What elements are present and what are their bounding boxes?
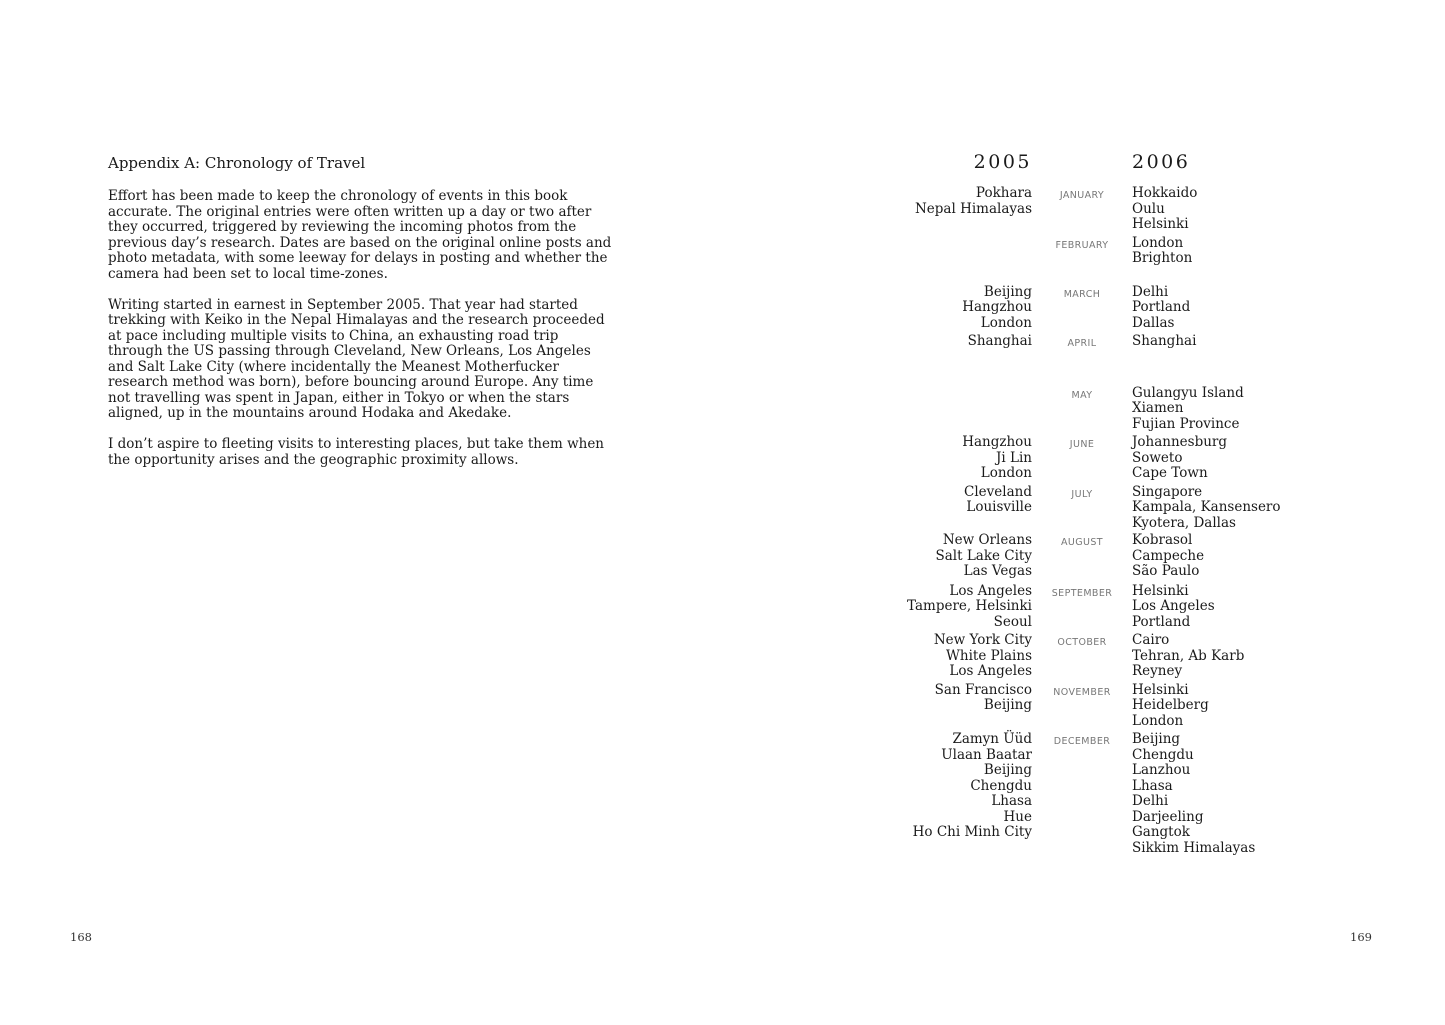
month-label: APRIL (1067, 338, 1097, 349)
places-2005 (860, 584, 1032, 631)
place-2006: Reyney (1132, 663, 1183, 679)
place-2005: Ulaan Baatar (941, 746, 1032, 763)
place-2005: Lhasa (991, 793, 1032, 809)
places-2005 (860, 186, 1032, 233)
place-2006: Singapore (1132, 483, 1203, 500)
places-2005 (860, 633, 1032, 680)
place-2006: Xiamen (1132, 400, 1184, 416)
year-2005-heading: 2005 (973, 151, 1032, 173)
place-2005: Ji Lin (996, 449, 1032, 466)
place-2006: Gulangyu Island (1132, 384, 1244, 401)
year-2006-heading: 2006 (1132, 151, 1191, 173)
chronology-table (860, 150, 1300, 856)
place-2005: Hue (1003, 808, 1032, 825)
place-2005: White Plains (946, 647, 1032, 664)
month-label: NOVEMBER (1053, 686, 1111, 698)
places-2005 (860, 386, 1032, 433)
place-2006: Darjeeling (1132, 808, 1204, 825)
place-2006: Los Angeles (1132, 598, 1215, 614)
place-2006: Kampala, Kansensero (1132, 499, 1281, 515)
places-2006 (1132, 236, 1300, 267)
place-2006: Fujian Province (1132, 415, 1240, 432)
place-2005: Los Angeles (949, 582, 1032, 599)
places-2006 (1132, 683, 1300, 730)
month-row-august (860, 533, 1300, 580)
place-2006: Delhi (1132, 793, 1169, 809)
places-2006 (1132, 334, 1300, 352)
month-row-september (860, 584, 1300, 631)
place-2006: Shanghai (1132, 333, 1197, 349)
month-row-december (860, 732, 1300, 856)
place-2006: Johannesburg (1132, 434, 1228, 450)
place-2005: London (980, 465, 1032, 481)
place-2006: London (1132, 234, 1184, 251)
month-label: JUNE (1069, 439, 1095, 450)
places-2005 (860, 533, 1032, 580)
place-2005: New Orleans (942, 532, 1032, 548)
place-2006: Oulu (1132, 200, 1165, 217)
place-2005: Hangzhou (962, 434, 1032, 450)
place-2006: Kobrasol (1132, 532, 1193, 548)
places-2006 (1132, 584, 1300, 631)
place-2006: Helsinki (1132, 216, 1189, 232)
places-2005 (860, 485, 1032, 532)
month-label: JANUARY (1059, 190, 1105, 201)
place-2005: Los Angeles (949, 663, 1032, 679)
place-2005: Nepal Himalayas (914, 200, 1032, 217)
place-2006: Beijing (1132, 731, 1181, 747)
places-2005 (860, 334, 1032, 352)
place-2005: Shanghai (967, 333, 1032, 349)
place-2006: Cape Town (1132, 465, 1208, 481)
place-2006: Portland (1132, 299, 1191, 315)
month-label: OCTOBER (1057, 637, 1107, 648)
month-row-january (860, 186, 1300, 233)
month-row-june (860, 435, 1300, 482)
place-2006: Delhi (1132, 283, 1169, 300)
month-label: MAY (1071, 389, 1093, 401)
month-label: FEBRUARY (1055, 239, 1109, 251)
place-2005: Cleveland (964, 483, 1032, 500)
places-2006 (1132, 186, 1300, 233)
place-2005: Beijing (983, 762, 1032, 778)
place-2005: Beijing (983, 283, 1032, 300)
page-number-left: 168 (70, 930, 92, 944)
month-row-may (860, 386, 1300, 433)
month-row-july (860, 485, 1300, 532)
places-2005 (860, 435, 1032, 482)
place-2006: Brighton (1132, 250, 1193, 266)
place-2006: Tehran, Ab Karb (1132, 647, 1245, 664)
place-2005: Beijing (983, 697, 1032, 713)
place-2005: Hangzhou (962, 299, 1032, 315)
month-label: SEPTEMBER (1051, 587, 1113, 599)
place-2006: Soweto (1132, 449, 1183, 466)
place-2006: Cairo (1132, 632, 1170, 648)
places-2006 (1132, 386, 1300, 433)
place-2006: Gangtok (1132, 824, 1190, 840)
month-row-february (860, 236, 1300, 267)
place-2006: London (1132, 712, 1184, 729)
place-2006: Helsinki (1132, 681, 1189, 698)
places-2005 (860, 732, 1032, 856)
page-number-right: 169 (1350, 930, 1372, 944)
month-label: JULY (1071, 488, 1093, 500)
place-2006: São Paulo (1132, 563, 1200, 579)
place-2006: Hokkaido (1132, 185, 1198, 201)
place-2005: Louisville (966, 499, 1032, 515)
month-row-march (860, 285, 1300, 332)
place-2005: Ho Chi Minh City (912, 824, 1032, 840)
places-2006 (1132, 435, 1300, 482)
place-2006: Dallas (1132, 314, 1175, 331)
month-label: MARCH (1063, 288, 1101, 300)
place-2005: Salt Lake City (935, 547, 1032, 564)
places-2005 (860, 683, 1032, 730)
place-2005: London (980, 314, 1032, 331)
place-2005: Tampere, Helsinki (907, 598, 1032, 614)
places-2006 (1132, 633, 1300, 680)
place-2005: San Francisco (934, 681, 1032, 698)
month-rows (860, 186, 1300, 856)
intro-paragraph-3: I don’t aspire to fleeting visits to interesting places, but take them when the opportunity arises and the geographic proximity allows. (108, 436, 604, 468)
intro-paragraph-1: Effort has been made to keep the chronology of events in this book accurate. The original entries were often written up a day or two after they occurred, triggered by reviewing the incoming photos from the previous day’s research. Dates are based on the original online posts and photo metadata, with some leeway for delays in posting and whether the camera had been set to local time-zones. (108, 188, 612, 282)
place-2006: Lhasa (1132, 777, 1173, 794)
month-label: AUGUST (1060, 537, 1103, 548)
place-2006: Chengdu (1132, 746, 1194, 763)
month-row-april (860, 334, 1300, 352)
place-2005: Zamyn Üüd (952, 731, 1032, 747)
place-2005: Seoul (993, 613, 1032, 630)
month-label: DECEMBER (1053, 736, 1111, 747)
month-row-october (860, 633, 1300, 680)
place-2005: Las Vegas (963, 563, 1032, 579)
place-2005: Pokhara (975, 185, 1032, 201)
appendix-heading: Appendix A: Chronology of Travel (108, 154, 366, 172)
left-page (108, 154, 613, 484)
intro-paragraph-2: Writing started in earnest in September 2005. That year had started trekking with Keiko in the Nepal Himalayas and the research proceeded at pace including multiple visits to China, an exhausting road trip through the US passing through Cleveland, New Orleans, Los Angeles and Salt Lake City (where incidentally the Meanest Motherfucker research method was born), before bouncing around Europe. Any time not travelling was spent in Japan, either in Tokyo or when the stars aligned, up in the mountains around Hodaka and Akedake. (108, 296, 605, 421)
place-2006: Lanzhou (1132, 762, 1191, 778)
places-2006 (1132, 485, 1300, 532)
places-2005 (860, 236, 1032, 267)
places-2006 (1132, 533, 1300, 580)
place-2006: Helsinki (1132, 582, 1189, 599)
month-row-november (860, 683, 1300, 730)
places-2006 (1132, 732, 1300, 856)
place-2005: New York City (933, 632, 1032, 648)
places-2005 (860, 285, 1032, 332)
place-2006: Portland (1132, 613, 1191, 630)
places-2006 (1132, 285, 1300, 332)
place-2005: Chengdu (970, 777, 1032, 794)
year-header (860, 150, 1300, 186)
place-2006: Heidelberg (1132, 697, 1209, 713)
place-2006: Kyotera, Dallas (1132, 514, 1236, 531)
place-2006: Campeche (1132, 547, 1205, 564)
place-2006: Sikkim Himalayas (1132, 839, 1256, 856)
